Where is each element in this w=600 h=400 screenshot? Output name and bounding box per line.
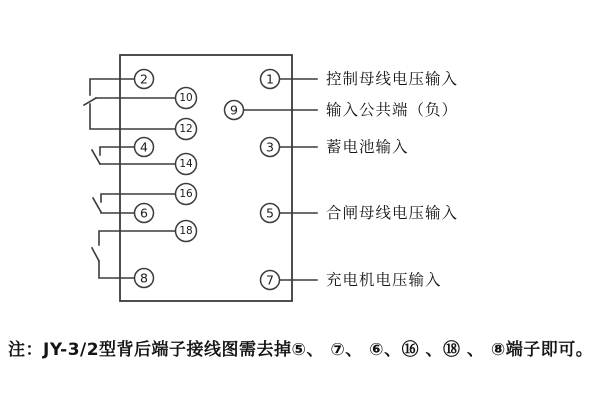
terminal-8: [135, 269, 154, 288]
terminal-2: [135, 70, 154, 89]
terminal-14: [176, 154, 197, 175]
svg-text:14: 14: [179, 158, 193, 170]
svg-text:12: 12: [179, 123, 193, 135]
svg-text:10: 10: [179, 92, 193, 104]
switch-blade-3: [93, 198, 101, 212]
terminal-6: [135, 204, 154, 223]
terminal-9: [225, 101, 244, 120]
terminal-12: [176, 119, 197, 140]
svg-text:7: 7: [266, 272, 274, 288]
wire-terminal-2: [90, 79, 134, 95]
label-terminal-5: 合闸母线电压输入: [326, 204, 459, 222]
svg-text:5: 5: [266, 205, 274, 221]
terminal-3: [261, 138, 280, 157]
svg-text:16: 16: [179, 188, 193, 200]
terminal-18: [176, 221, 197, 242]
svg-text:3: 3: [266, 139, 274, 155]
label-terminal-1: 控制母线电压输入: [326, 70, 459, 88]
wire-terminal-18: [99, 231, 176, 245]
svg-text:2: 2: [140, 71, 148, 87]
svg-text:4: 4: [140, 139, 148, 155]
terminal-1: [261, 70, 280, 89]
label-terminal-7: 充电机电压输入: [326, 271, 442, 289]
wire-terminal-4: [100, 147, 134, 155]
svg-text:1: 1: [266, 71, 274, 87]
wire-terminal-8: [99, 261, 134, 278]
switch-blade-4: [92, 248, 99, 261]
terminal-4: [135, 138, 154, 157]
label-terminal-3: 蓄电池输入: [326, 138, 409, 156]
terminal-16: [176, 184, 197, 205]
wire-terminal-16: [101, 194, 176, 202]
svg-text:18: 18: [179, 225, 193, 237]
terminal-10: [176, 88, 197, 109]
device-box: [120, 55, 292, 301]
svg-text:8: 8: [140, 270, 148, 286]
switch-blade-2: [92, 150, 100, 164]
wire-terminal-12: [90, 104, 176, 129]
terminal-7: [261, 271, 280, 290]
terminal-5: [261, 204, 280, 223]
label-terminal-9: 输入公共端（负）: [326, 101, 459, 119]
svg-text:6: 6: [140, 205, 148, 221]
svg-text:9: 9: [230, 102, 238, 118]
footnote: 注：JY-3/2型背后端子接线图需去掉⑤、 ⑦、 ⑥、⑯ 、⑱ 、 ⑧端子即可。: [8, 340, 594, 360]
